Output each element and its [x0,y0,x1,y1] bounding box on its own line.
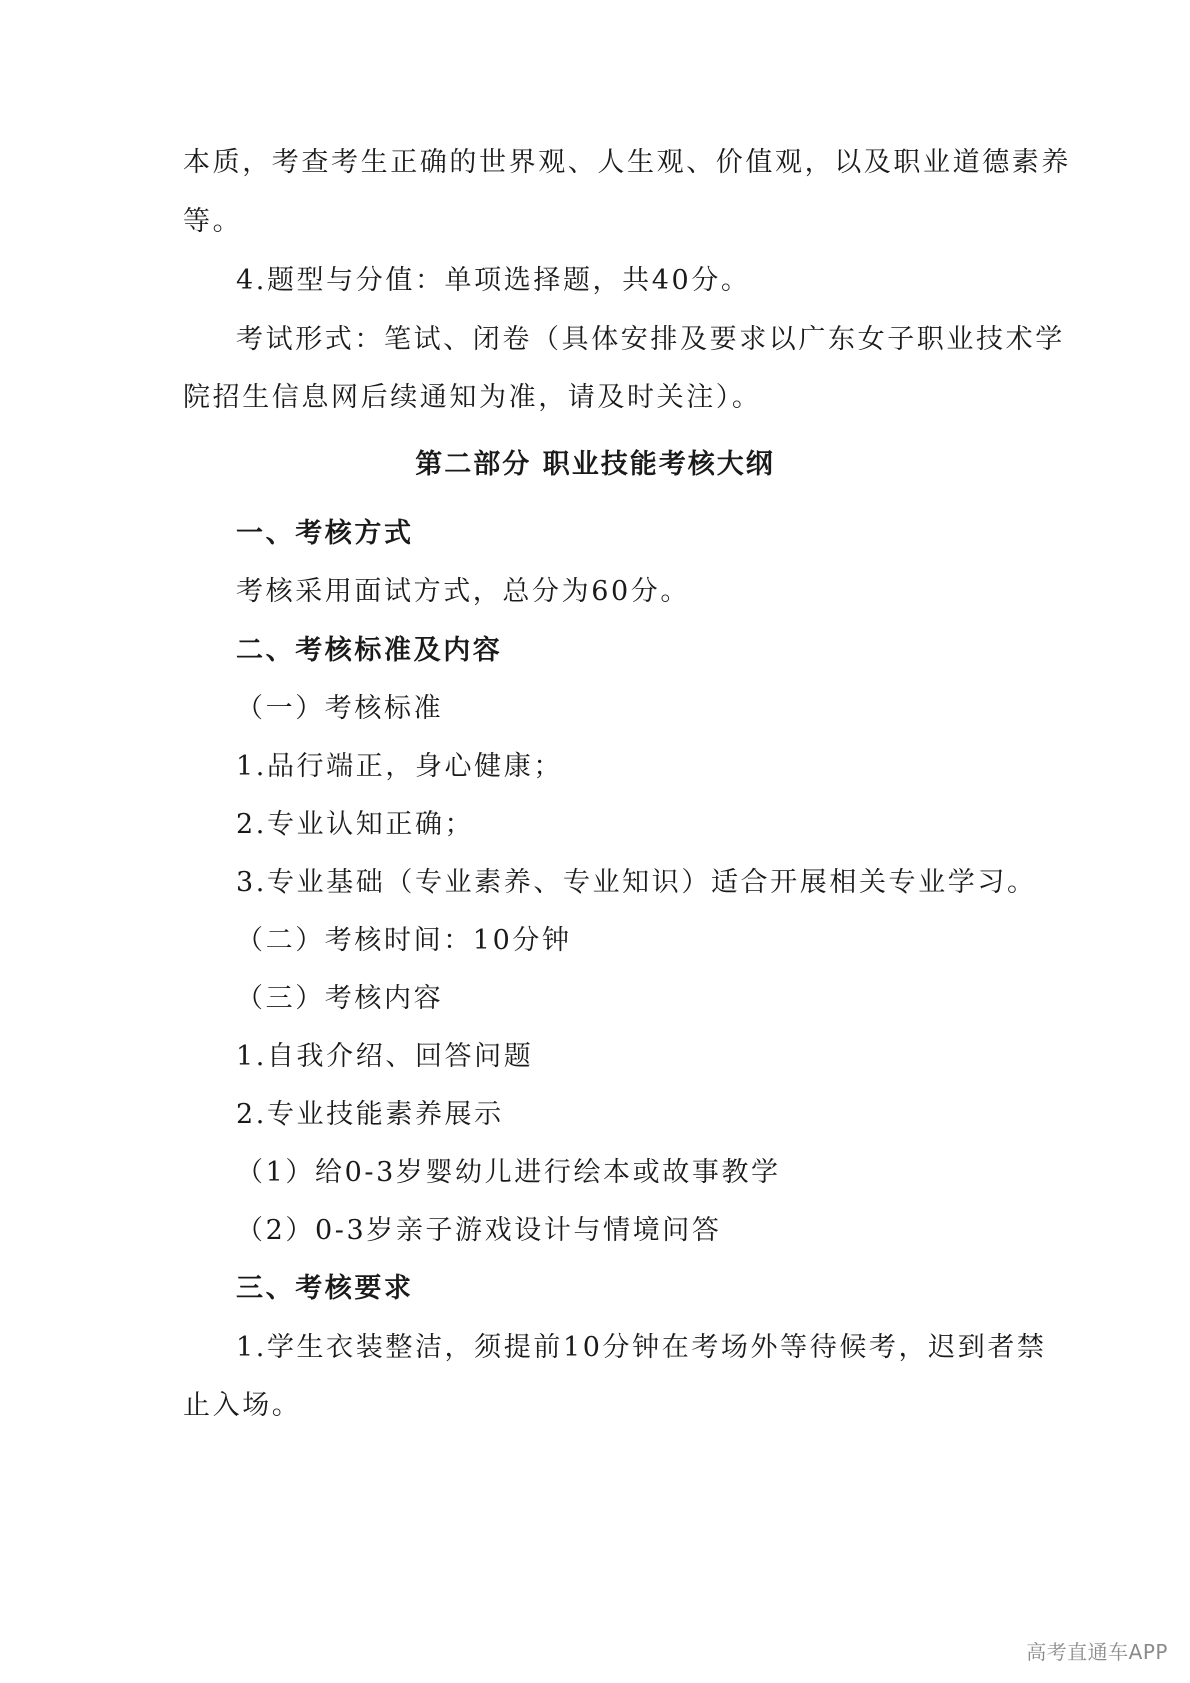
list-item: 1.品行端正，身心健康； [236,751,563,782]
body-text-line: 止入场。 [183,1390,302,1421]
body-text-line: 本质，考查考生正确的世界观、人生观、价值观，以及职业道德素养 [183,147,1071,178]
list-item: 2.专业认知正确； [236,809,475,840]
body-text-line: 考试形式：笔试、闭卷（具体安排及要求以广东女子职业技术学 [236,324,1065,355]
list-item: 1.学生衣装整洁，须提前10分钟在考场外等待候考，迟到者禁 [236,1332,1047,1363]
heading: 三、考核要求 [236,1273,414,1304]
subheading: （一）考核标准 [236,693,444,724]
heading: 一、考核方式 [236,518,414,549]
list-item: 4.题型与分值：单项选择题，共40分。 [236,265,751,296]
list-item: 2.专业技能素养展示 [236,1099,504,1130]
body-text-line: 院招生信息网后续通知为准，请及时关注）。 [183,382,762,413]
list-item: 1.自我介绍、回答问题 [236,1041,534,1072]
list-item: （2）0-3岁亲子游戏设计与情境问答 [236,1215,722,1246]
section-title: 第二部分 职业技能考核大纲 [415,449,775,480]
list-item: （1）给0-3岁婴幼儿进行绘本或故事教学 [236,1157,781,1188]
subheading: （三）考核内容 [236,983,444,1014]
subheading: （二）考核时间：10分钟 [236,925,572,956]
body-text-line: 考核采用面试方式，总分为60分。 [236,576,690,607]
heading: 二、考核标准及内容 [236,635,503,666]
list-item: 3.专业基础（专业素养、专业知识）适合开展相关专业学习。 [236,867,1037,898]
body-text-line: 等。 [183,206,243,237]
watermark: 高考直通车APP [1026,1640,1168,1664]
